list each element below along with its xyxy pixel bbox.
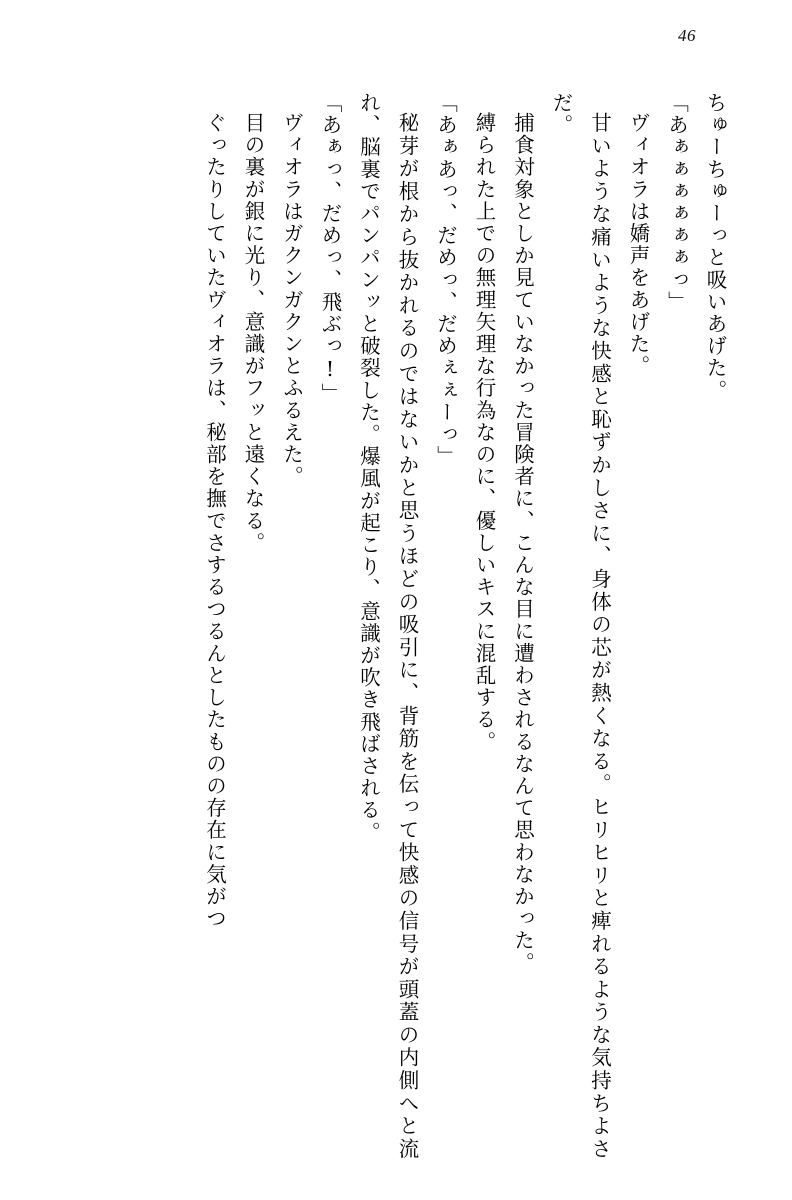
- paragraph: 秘芽が根から抜かれるのではないかと思うほどの吸引に、背筋を伝って快感の信号が頭蓋の内側へと流れ、脳裏でパンパンッと破裂した。爆風が起こり、意識が吹き飛ばされる。: [356, 92, 419, 1160]
- paragraph: 「あぁっ、だめっ、飛ぶっ!」: [318, 92, 342, 405]
- paragraph: 「あぁぁぁぁぁぁっ」: [664, 92, 689, 313]
- paragraph: 「あぁあっ、だめっ、だめぇぇーっ」: [433, 92, 458, 468]
- paragraph: 縛られた上での無理矢理な行為なのに、優しいキスに混乱する。: [472, 112, 496, 753]
- paragraph: ヴィオラはガクンガクンとふるえた。: [279, 112, 304, 488]
- paragraph: ヴィオラは嬌声をあげた。: [626, 112, 650, 378]
- paragraph: ぐったりしていたヴィオラは、秘部を撫でさするつるんとしたものの存在に気がつ: [202, 112, 227, 930]
- paragraph: ちゅーちゅーっと吸いあげた。: [703, 92, 727, 402]
- paragraph: 捕食対象としか見ていなかった冒険者に、こんな目に遭わされるなんて思わなかった。: [510, 112, 535, 974]
- page-body-text: [48, 92, 734, 1160]
- page-number: 46: [678, 26, 696, 45]
- paragraph: 甘いような痛いような快感と恥ずかしさに、身体の芯が熱くなる。ヒリヒリと痺れるような気持ちよさだ。: [549, 92, 612, 1160]
- paragraph: 目の裏が銀に光り、意識がフッと遠くなる。: [241, 112, 265, 554]
